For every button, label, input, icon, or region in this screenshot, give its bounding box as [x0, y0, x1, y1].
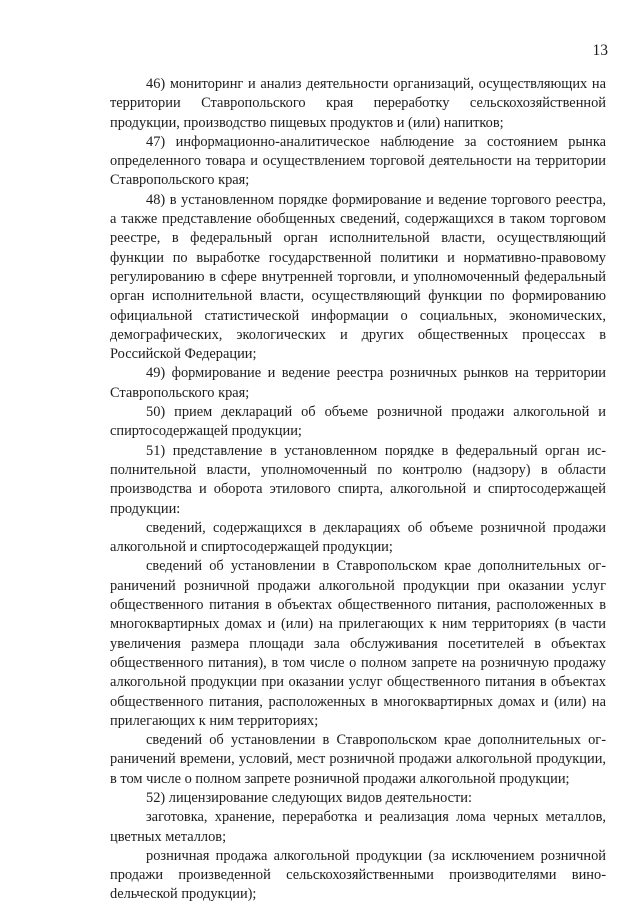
- document-body: [110, 75, 606, 905]
- paragraph-52-alcohol-retail: розничная продажа алкогольной продукции (за исключением розничной продажи произведенной сельскохозяйственными производителями виноdельческой продукции);: [110, 847, 606, 903]
- paragraph-item-51: 51) представление в установленном порядке в федеральный орган исполнительной власти, уполномоченный по контролю (надзору) в области производства и оборота этилового спирта, алкогольной и спиртосодержащей продукции:: [110, 442, 606, 517]
- paragraph-item-46: 46) мониторинг и анализ деятельности организаций, осуществляющих на территории Ставропольского края переработку сельскохозяйственной продукции, производство пищевых продуктов и (или) напитков;: [110, 76, 606, 131]
- paragraph-51-time-restrictions: сведений об установлении в Ставропольском крае дополнительных ограничений времени, условий, мест розничной продажи алкогольной продукции, в том числе о полном запрете розничной продажи алкогольной продукции;: [110, 732, 606, 787]
- paragraph-51-declarations: сведений, содержащихся в декларациях об объеме розничной продажи алкогольной и спиртосодержащей продукции;: [110, 519, 606, 556]
- paragraph-item-48: 48) в установленном порядке формирование и ведение торгового реестра, а также представление обобщенных сведений, содержащихся в таком торговом реестре, в федеральный орган исполнительной власти, осуществляющий функции по выработке государственной политики и нормативно-правовому регулированию в сфере внутренней торговли, и уполномоченный федеральный орган исполнительной власти, осуществляющий функции по формированию официальной статистической информации о социальных, экономических, демографических, экологических и других общественных процессах в Российской Федерации;: [110, 191, 606, 363]
- paragraph-item-52: 52) лицензирование следующих видов деятельности:: [146, 789, 473, 806]
- paragraph-51-catering-restrictions: сведений об установлении в Ставропольском крае дополнительных ограничений розничной продажи алкогольной продукции при оказании услуг общественного питания в объектах общественного питания, расположенных в многоквартирных домах и (или) на прилегающих к ним территориях (в части увеличения размера площади зала обслуживания посетителей в объектах общественного питания), в том числе о полном запрете на розничную продажу алкогольной продукции при оказании услуг общественного питания в объектах общественного питания, расположенных в многоквартирных домах и (или) на прилегающих к ним территориях;: [110, 558, 606, 729]
- paragraph-item-47: 47) информационно-аналитическое наблюдение за состоянием рынка определенного товара и осуществлением торговой деятельности на территории Ставропольского края;: [110, 133, 606, 189]
- paragraph-52-scrap-metal: заготовка, хранение, переработка и реализация лома черных металлов, цветных металлов;: [110, 809, 606, 845]
- page-number: 13: [592, 42, 608, 59]
- paragraph-item-49: 49) формирование и ведение реестра розничных рынков на территории Ставропольского края;: [110, 365, 606, 401]
- paragraph-item-50: 50) прием деклараций об объеме розничной продажи алкогольной и спиртосодержащей продукции;: [110, 404, 606, 440]
